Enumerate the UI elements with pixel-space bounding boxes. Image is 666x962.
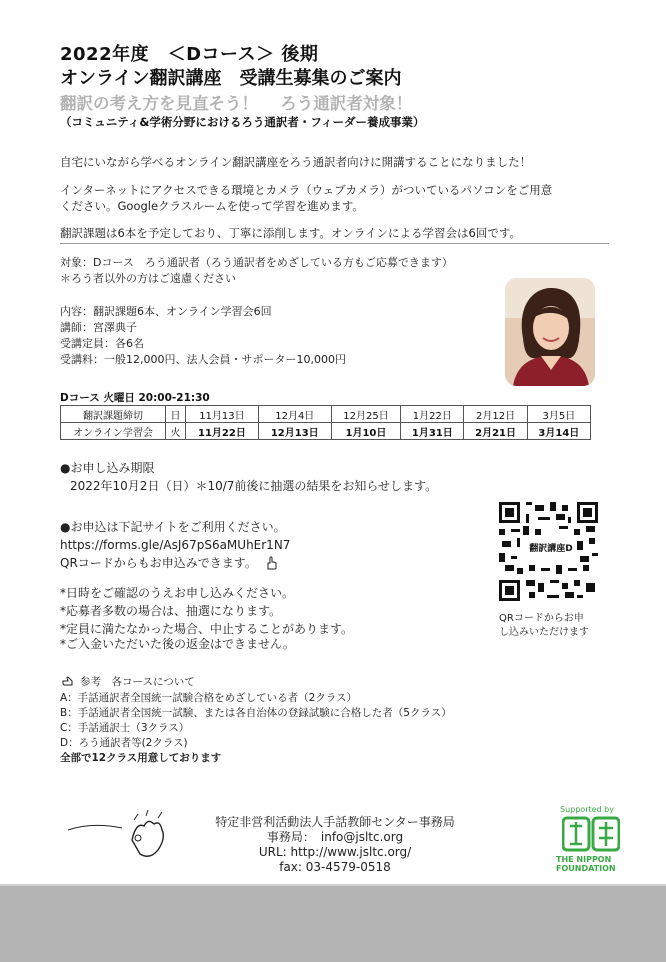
reference-total: 全部で12クラス用意しております <box>60 752 222 764</box>
weekday-cell: 日 <box>166 406 186 423</box>
row-heading: オンライン学習会 <box>61 423 166 440</box>
target-text: 対象：Dコース ろう通訳者（ろう通訳者をめざしている方もご応募できます） <box>60 256 453 269</box>
date-cell: 3月14日 <box>527 423 590 440</box>
pointing-hand-icon <box>62 675 74 691</box>
qr-note-text: QRコードからもお申込みできます。 <box>60 556 257 570</box>
qr-caption <box>499 612 609 640</box>
deadline-text: 2022年10月2日（日）＊10/7前後に抽選の結果をお知らせします。 <box>70 479 438 493</box>
intro-paragraph-3: 翻訳課題は6本を予定しており、丁寧に添削します。オンラインによる学習会は6回です。 <box>60 226 521 240</box>
site-title: ●お申込は下記サイトをご利用ください。 <box>60 520 286 534</box>
date-cell: 12月25日 <box>331 406 401 423</box>
nippon-name-1: THE NIPPON <box>556 855 612 864</box>
title-line-1: 2022年度 ＜Dコース＞ 後期 <box>60 44 319 65</box>
lecturer-text: 講師：宮澤典子 <box>60 321 137 334</box>
note-1: *日時をご確認のうえお申し込みください。 <box>60 586 295 600</box>
footer-fax: fax: 03-4579-0518 <box>279 860 391 874</box>
title-line-2: オンライン翻訳講座 受講生募集のご案内 <box>60 68 402 89</box>
page-footer-band <box>0 886 666 962</box>
qr-caption-line-1: QRコードからお申 <box>499 613 584 624</box>
reference-title <box>62 675 195 691</box>
weekday-cell: 火 <box>166 423 186 440</box>
schedule-label: Dコース 火曜日 20:00-21:30 <box>60 392 210 404</box>
capacity-text: 受講定員：各6名 <box>60 337 144 350</box>
reference-title-text: 参考 各コースについて <box>80 676 195 688</box>
intro-paragraph-2a: インターネットにアクセスできる環境とカメラ（ウェブカメラ）がついているパソコンをご用意 <box>60 183 553 197</box>
row-heading: 翻訳課題締切 <box>61 406 166 423</box>
note-2: *応募者多数の場合は、抽選になります。 <box>60 604 282 618</box>
reference-item-a: A：手話通訳者全国統一試験合格をめざしている者（2クラス） <box>60 692 358 704</box>
application-url[interactable]: https://forms.gle/AsJ67pS6aMUhEr1N7 <box>60 538 291 552</box>
subtitle: 翻訳の考え方を見直そう！ ろう通訳者対象！ <box>60 94 413 113</box>
footer-url[interactable]: URL: http://www.jsltc.org/ <box>258 845 412 859</box>
nippon-name-2: FOUNDATION <box>556 864 616 873</box>
date-cell: 1月31日 <box>401 423 464 440</box>
fee-text: 受講料：一般12,000円、法人会員・サポーター10,000円 <box>60 353 346 366</box>
qr-label: 翻訳講座D <box>529 544 573 554</box>
table-row <box>61 406 591 423</box>
table-row <box>61 423 591 440</box>
note-4: *ご入金いただいた後の返金はできません。 <box>60 637 295 651</box>
divider <box>60 243 609 244</box>
date-cell: 11月13日 <box>186 406 259 423</box>
note-3: *定員に満たなかった場合、中止することがあります。 <box>60 622 354 636</box>
schedule-table <box>60 405 591 440</box>
date-cell: 1月10日 <box>331 423 401 440</box>
reference-item-b: B：手話通訳者全国統一試験、または各自治体の登録試験に合格した者（5クラス） <box>60 707 452 719</box>
deadline-title: ●お申し込み期限 <box>60 461 155 475</box>
date-cell: 11月22日 <box>186 423 259 440</box>
qr-note <box>60 555 279 574</box>
date-cell: 3月5日 <box>527 406 590 423</box>
date-cell: 1月22日 <box>401 406 464 423</box>
supported-by-text: Supported by <box>560 805 614 814</box>
reference-item-d: D：ろう通訳者等(2クラス) <box>60 737 188 749</box>
footer-org: 特定非営利活動法人手話教師センター事務局 <box>215 815 455 829</box>
intro-paragraph-1: 自宅にいながら学べるオンライン翻訳講座をろう通訳者向けに開講することになりました！ <box>60 155 532 169</box>
qr-code[interactable] <box>499 502 598 601</box>
lecturer-photo <box>505 278 595 386</box>
pointing-hand-icon <box>265 556 279 574</box>
qr-caption-line-2: し込みいただけます <box>499 627 589 638</box>
subtitle-note: （コミュニティ&学術分野におけるろう通訳者・フィーダー養成事業） <box>60 115 425 129</box>
date-cell: 12月4日 <box>258 406 331 423</box>
date-cell: 2月12日 <box>464 406 527 423</box>
reference-item-c: C：手話通訳士（3クラス） <box>60 722 190 734</box>
jsltc-logo <box>62 800 172 870</box>
nippon-foundation-logo <box>556 805 636 875</box>
footer-contact <box>200 815 470 875</box>
content-text: 内容：翻訳課題6本、オンライン学習会6回 <box>60 305 272 318</box>
date-cell: 2月21日 <box>464 423 527 440</box>
intro-paragraph-2b: ください。Googleクラスルームを使って学習を進めます。 <box>60 199 364 213</box>
target-note: ＊ろう者以外の方はご遠慮ください <box>60 272 236 285</box>
footer-office: 事務局： info@jsltc.org <box>266 830 404 844</box>
date-cell: 12月13日 <box>258 423 331 440</box>
